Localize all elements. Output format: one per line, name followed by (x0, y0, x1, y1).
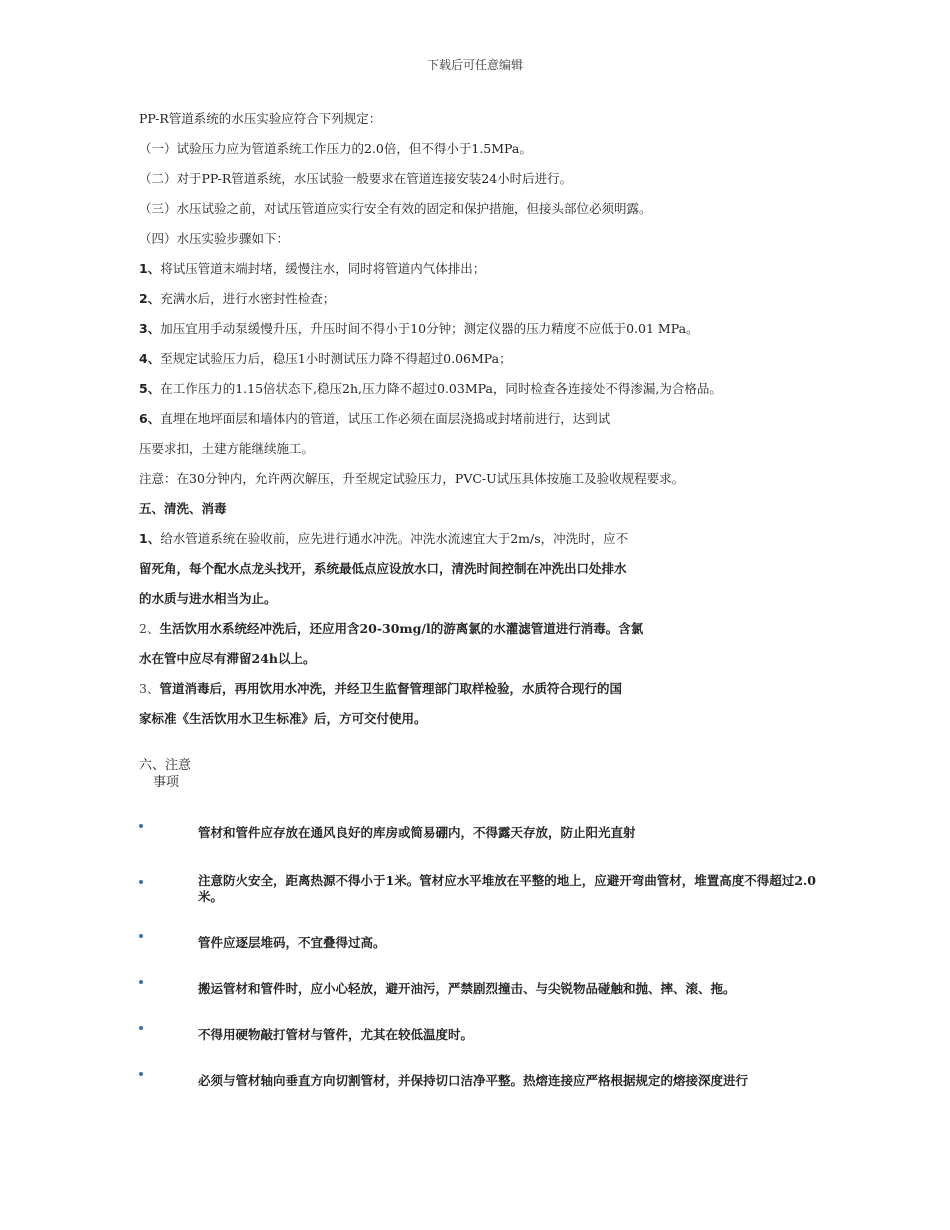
step-number: 6、 (139, 411, 161, 426)
note-item-4: 搬运管材和管件时，应小心轻放，避开油污，严禁剧烈撞击、与尖锐物品碰触和抛、摔、滚、拖。 (198, 981, 736, 996)
intro-item-4: （四）水压实验步骤如下： (139, 231, 290, 246)
paragraph-text: 给水管道系统在验收前，应先进行通水冲洗。冲洗水流速宜大于2m/s，冲洗时，应不 (160, 531, 629, 546)
note-item-2: 注意防火安全，距离热源不得小于1米。管材应水平堆放在平整的地上，应避开弯曲管材，堆置高度不得超过2.0米。 (198, 873, 816, 904)
bullet-icon (139, 880, 143, 884)
bullet-icon (139, 1072, 143, 1076)
step-number: 2、 (139, 291, 161, 306)
intro-item-2: （二）对于PP-R管道系统，水压试验一般要求在管道连接安装24小时后进行。 (139, 171, 573, 186)
step-text: 加压宜用手动泵缓慢升压，升压时间不得小于10分钟；测定仪器的压力精度不应低于0.01 MPa。 (160, 321, 699, 336)
section-5-paragraph-3-line-1 (139, 681, 622, 697)
bullet-icon (139, 1026, 143, 1030)
paragraph-text: 生活饮用水系统经冲洗后，还应用含20-30mg/l的游离氯的水灌滤管道进行消毒。含氯 (159, 621, 644, 636)
paragraph-number: 1、 (139, 531, 161, 546)
step-6 (139, 411, 610, 427)
step-number: 3、 (139, 321, 161, 336)
note-item-5: 不得用硬物敲打管材与管件，尤其在较低温度时。 (198, 1027, 474, 1042)
intro-item-3: （三）水压试验之前，对试压管道应实行安全有效的固定和保护措施，但接头部位必须明露。 (139, 201, 652, 216)
step-3 (139, 321, 699, 337)
section-5-paragraph-1-line-2: 留死角，每个配水点龙头找开，系统最低点应设放水口，清洗时间控制在冲洗出口处排水 (139, 561, 627, 576)
note-item-1: 管材和管件应存放在通风良好的库房或简易硼内，不得露天存放，防止阳光直射 (198, 825, 636, 840)
bullet-icon (139, 824, 143, 828)
step-1 (139, 261, 485, 277)
step-number: 4、 (139, 351, 161, 366)
paragraph-number: 2、 (139, 621, 160, 636)
step-text: 至规定试验压力后，稳压1小时测试压力降不得超过0.06MPa； (160, 351, 512, 366)
section-5-paragraph-2-line-2: 水在管中应尽有滞留24h以上。 (139, 651, 316, 666)
step-text: 充满水后，进行水密封性检查； (160, 291, 336, 306)
step-text: 直埋在地坪面层和墙体内的管道，试压工作必须在面层浇捣或封堵前进行，达到试 (160, 411, 611, 426)
intro-item-1: （一）试验压力应为管道系统工作压力的2.0倍，但不得小于1.5MPa。 (139, 141, 532, 156)
section-6-title-continuation: 事项 (153, 775, 180, 790)
page-header: 下载后可任意编辑 (426, 58, 523, 72)
step-2 (139, 291, 335, 307)
attention-note: 注意：在30分钟内，允许两次解压，升至规定试验压力，PVC-U试压具体按施工及验收规程要求。 (139, 471, 685, 486)
step-text: 在工作压力的1.15倍状态下,稳压2h,压力降不超过0.03MPa，同时检查各连接处不得渗漏,为合格品。 (160, 381, 722, 396)
step-number: 5、 (139, 381, 161, 396)
paragraph-number: 3、 (139, 681, 160, 696)
section-5-title: 五、清洗、消毒 (139, 501, 227, 516)
section-6-title: 六、注意 (139, 758, 192, 773)
paragraph-text: 管道消毒后，再用饮用水冲洗，并经卫生监督管理部门取样检验，水质符合现行的国 (159, 681, 622, 696)
step-number: 1、 (139, 261, 161, 276)
section-5-paragraph-2-line-1 (139, 621, 643, 637)
intro-title: PP-R管道系统的水压实验应符合下列规定： (139, 111, 382, 126)
section-5-paragraph-3-line-2: 家标准《生活饮用水卫生标准》后，方可交付使用。 (139, 711, 427, 726)
bullet-icon (139, 934, 143, 938)
step-6-continuation: 压要求扣，土建方能继续施工。 (139, 441, 315, 456)
bullet-icon (139, 980, 143, 984)
section-5-paragraph-1-line-3: 的水质与进水相当为止。 (139, 591, 277, 606)
note-item-6: 必须与管材轴向垂直方向切割管材，并保持切口洁净平整。热熔连接应严格根据规定的熔接深度进行 (198, 1073, 749, 1088)
step-4 (139, 351, 512, 367)
step-5 (139, 381, 722, 397)
note-item-3: 管件应逐层堆码，不宜叠得过高。 (198, 935, 386, 950)
section-5-paragraph-1-line-1 (139, 531, 628, 547)
step-text: 将试压管道末端封堵，缓慢注水，同时将管道内气体排出； (160, 261, 486, 276)
